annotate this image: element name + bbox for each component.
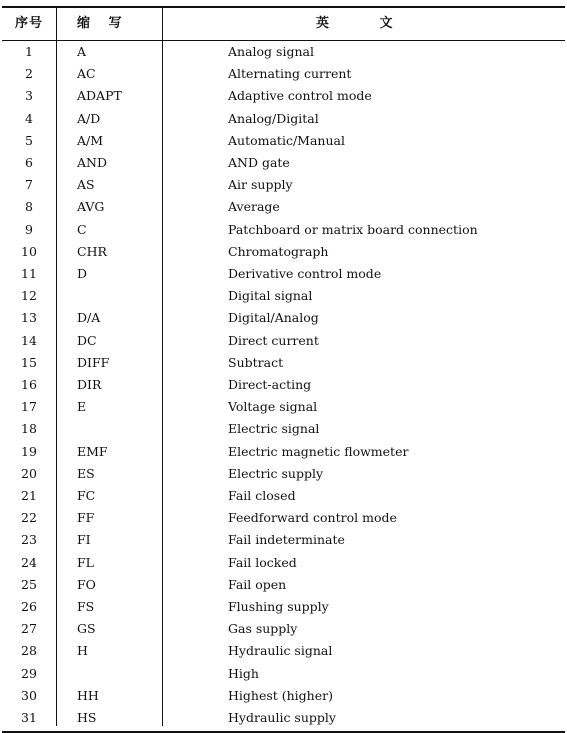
- table-row: [2, 330, 565, 352]
- table-row: [2, 640, 565, 662]
- row-number: 12: [21, 288, 37, 304]
- row-abbreviation: EMF: [77, 443, 108, 459]
- table-row: [2, 596, 565, 618]
- row-abbreviation: DIFF: [77, 354, 110, 370]
- row-number: 11: [21, 266, 37, 281]
- row-english: Hydraulic supply: [228, 710, 336, 725]
- row-english: Analog signal: [228, 44, 314, 59]
- row-english: Hydraulic signal: [228, 643, 333, 659]
- table-row: [2, 685, 565, 707]
- row-number: 27: [21, 621, 37, 637]
- row-english: Direct current: [228, 332, 319, 348]
- row-number: 19: [21, 443, 37, 459]
- table-row: [2, 574, 565, 596]
- row-number: 16: [21, 377, 37, 392]
- header-abbr: 缩 写: [77, 16, 122, 31]
- row-english: Derivative control mode: [228, 266, 382, 281]
- row-number: 3: [25, 88, 33, 104]
- row-english: High: [228, 665, 259, 681]
- row-english: Average: [228, 199, 280, 215]
- table-row: [2, 485, 565, 507]
- row-number: 9: [25, 221, 33, 237]
- row-abbreviation: FC: [77, 488, 96, 503]
- row-abbreviation: A/M: [77, 132, 104, 148]
- row-abbreviation: A/D: [77, 110, 101, 126]
- row-abbreviation: HS: [77, 710, 97, 725]
- table-row: [2, 307, 565, 329]
- row-abbreviation: E: [77, 399, 87, 415]
- row-english: Feedforward control mode: [228, 510, 397, 526]
- table-row: [2, 152, 565, 174]
- row-number: 13: [21, 310, 37, 326]
- table-row: [2, 529, 565, 551]
- row-english: Highest (higher): [228, 687, 333, 703]
- row-abbreviation: C: [77, 221, 87, 237]
- row-number: 8: [25, 199, 33, 215]
- table-row: [2, 219, 565, 241]
- row-english: Electric magnetic flowmeter: [228, 443, 409, 459]
- table-row: [2, 463, 565, 485]
- row-number: 18: [21, 421, 37, 437]
- row-english: Digital/Analog: [228, 310, 319, 326]
- row-abbreviation: FS: [77, 599, 95, 614]
- row-abbreviation: FL: [77, 554, 94, 570]
- row-number: 10: [21, 243, 37, 259]
- table-row: [2, 441, 565, 463]
- row-abbreviation: HH: [77, 687, 99, 703]
- table-row: [2, 618, 565, 640]
- table-row: [2, 707, 565, 729]
- table-row: [2, 41, 565, 63]
- row-abbreviation: ADAPT: [77, 88, 122, 104]
- table-header: [2, 8, 565, 41]
- table-row: [2, 263, 565, 285]
- row-number: 7: [25, 177, 33, 193]
- row-number: 4: [25, 110, 33, 126]
- row-number: 14: [21, 332, 37, 348]
- table-row: [2, 352, 565, 374]
- row-number: 20: [21, 465, 37, 481]
- table-row: [2, 241, 565, 263]
- row-english: Analog/Digital: [228, 110, 319, 126]
- row-number: 22: [21, 510, 37, 526]
- table-row: [2, 374, 565, 396]
- row-number: 15: [21, 354, 37, 370]
- row-english: Direct-acting: [228, 377, 312, 392]
- row-number: 24: [21, 554, 37, 570]
- row-english: Fail open: [228, 576, 287, 592]
- table-row: [2, 552, 565, 574]
- row-english: AND gate: [228, 155, 290, 170]
- row-number: 2: [25, 66, 33, 82]
- row-english: Patchboard or matrix board connection: [228, 221, 478, 237]
- row-abbreviation: D: [77, 266, 88, 281]
- row-number: 1: [25, 44, 33, 59]
- row-english: Air supply: [228, 177, 293, 193]
- row-abbreviation: FF: [77, 510, 95, 526]
- row-abbreviation: AND: [77, 155, 107, 170]
- row-english: Alternating current: [228, 66, 352, 82]
- row-abbreviation: FO: [77, 576, 96, 592]
- table-row: [2, 507, 565, 529]
- row-number: 6: [25, 155, 33, 170]
- row-english: Adaptive control mode: [228, 88, 372, 104]
- table-row: [2, 418, 565, 440]
- row-english: Fail closed: [228, 488, 296, 503]
- row-english: Flushing supply: [228, 599, 329, 614]
- row-number: 29: [21, 665, 37, 681]
- row-english: Automatic/Manual: [228, 132, 345, 148]
- table-row: [2, 63, 565, 85]
- row-abbreviation: FI: [77, 532, 91, 548]
- row-english: Digital signal: [228, 288, 313, 304]
- row-number: 5: [25, 132, 33, 148]
- row-english: Fail locked: [228, 554, 297, 570]
- row-number: 30: [21, 687, 37, 703]
- row-abbreviation: AC: [77, 66, 96, 82]
- table-row: [2, 663, 565, 685]
- row-number: 28: [21, 643, 37, 659]
- row-abbreviation: AVG: [77, 199, 105, 215]
- row-abbreviation: GS: [77, 621, 96, 637]
- table-row: [2, 196, 565, 218]
- header-english: 英 文: [316, 16, 393, 31]
- row-abbreviation: ES: [77, 465, 95, 481]
- row-english: Voltage signal: [228, 399, 318, 415]
- row-abbreviation: DIR: [77, 377, 102, 392]
- row-number: 21: [21, 488, 37, 503]
- row-number: 26: [21, 599, 37, 614]
- row-english: Fail indeterminate: [228, 532, 345, 548]
- row-abbreviation: AS: [77, 177, 95, 193]
- row-abbreviation: A: [77, 44, 87, 59]
- row-abbreviation: DC: [77, 332, 97, 348]
- row-number: 25: [21, 576, 37, 592]
- row-number: 31: [21, 710, 37, 725]
- row-number: 17: [21, 399, 37, 415]
- table-row: [2, 85, 565, 107]
- row-abbreviation: H: [77, 643, 88, 659]
- row-english: Electric supply: [228, 465, 324, 481]
- row-english: Chromatograph: [228, 243, 329, 259]
- table-row: [2, 108, 565, 130]
- table-row: [2, 285, 565, 307]
- table-row: [2, 130, 565, 152]
- table-row: [2, 174, 565, 196]
- row-english: Gas supply: [228, 621, 298, 637]
- table-row: [2, 396, 565, 418]
- row-abbreviation: CHR: [77, 243, 107, 259]
- row-english: Subtract: [228, 354, 284, 370]
- header-num: 序号: [14, 16, 43, 31]
- row-number: 23: [21, 532, 37, 548]
- row-english: Electric signal: [228, 421, 320, 437]
- row-abbreviation: D/A: [77, 310, 101, 326]
